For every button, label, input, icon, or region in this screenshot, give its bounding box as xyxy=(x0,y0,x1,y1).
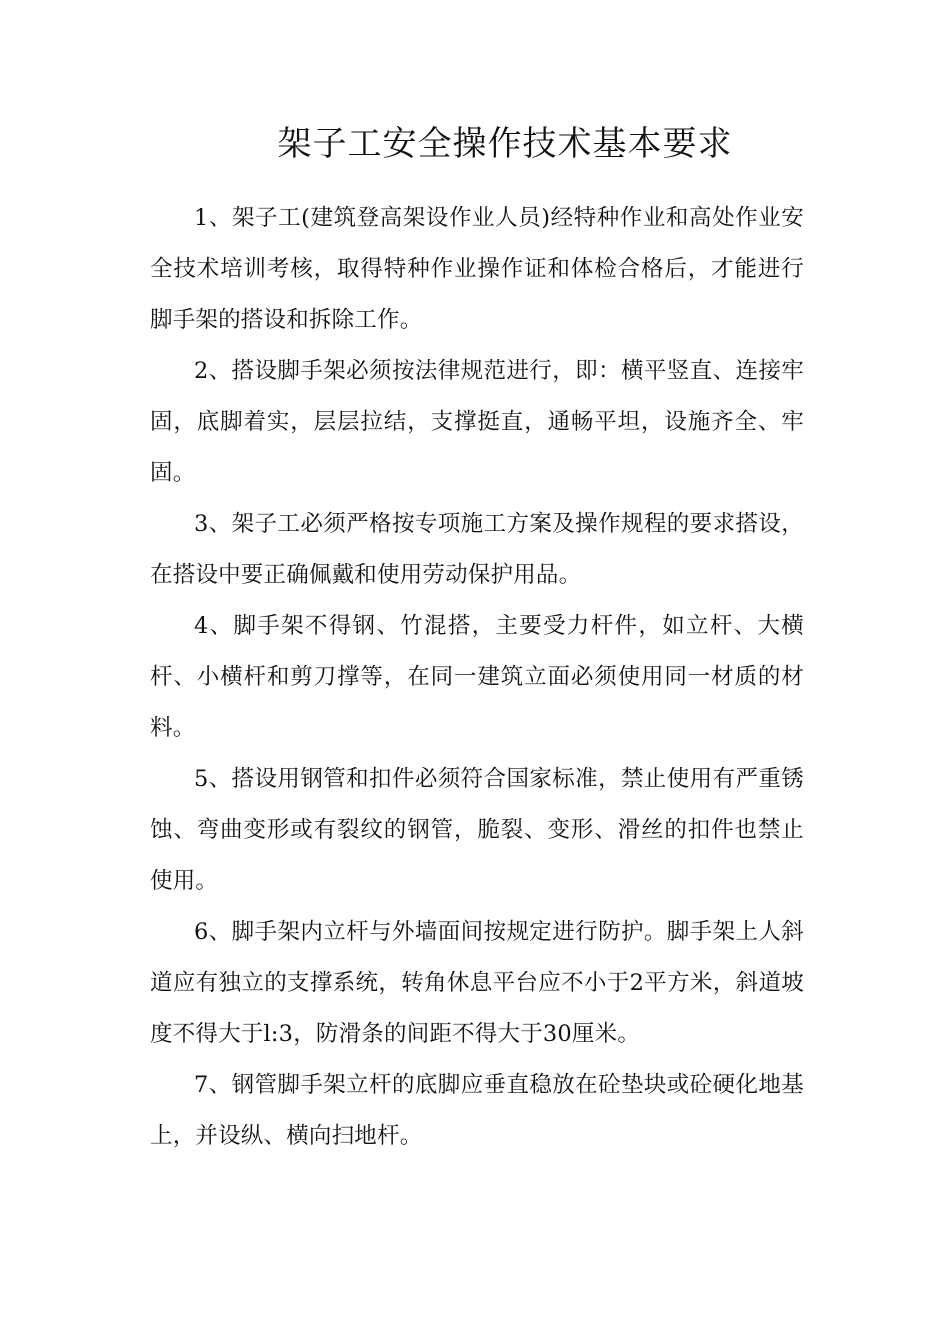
paragraph-3: 3、架子工必须严格按专项施工方案及操作规程的要求搭设，在搭设中要正确佩戴和使用劳动保护用品。 xyxy=(150,511,804,588)
paragraph-5: 5、搭设用钢管和扣件必须符合国家标准，禁止使用有严重锈蚀、弯曲变形或有裂纹的钢管，脆裂、变形、滑丝的扣件也禁止使用。 xyxy=(150,766,804,894)
document-body xyxy=(150,193,804,1162)
document-title: 架子工安全操作技术基本要求 xyxy=(277,124,733,164)
paragraph-6: 6、脚手架内立杆与外墙面间按规定进行防护。脚手架上人斜道应有独立的支撑系统，转角休息平台应不小于2平方米，斜道坡度不得大于l:3，防滑条的间距不得大于30厘米。 xyxy=(150,919,804,1047)
paragraph-7: 7、钢管脚手架立杆的底脚应垂直稳放在砼垫块或砼硬化地基上，并设纵、横向扫地杆。 xyxy=(150,1072,804,1149)
paragraph-2: 2、搭设脚手架必须按法律规范进行，即：横平竖直、连接牢固，底脚着实，层层拉结，支撑挺直，通畅平坦，设施齐全、牢固。 xyxy=(150,358,804,486)
paragraph-4: 4、脚手架不得钢、竹混搭，主要受力杆件，如立杆、大横杆、小横杆和剪刀撑等，在同一建筑立面必须使用同一材质的材料。 xyxy=(150,613,804,741)
paragraph-1: 1、架子工(建筑登高架设作业人员)经特种作业和高处作业安全技术培训考核，取得特种作业操作证和体检合格后，才能进行脚手架的搭设和拆除工作。 xyxy=(150,205,804,333)
